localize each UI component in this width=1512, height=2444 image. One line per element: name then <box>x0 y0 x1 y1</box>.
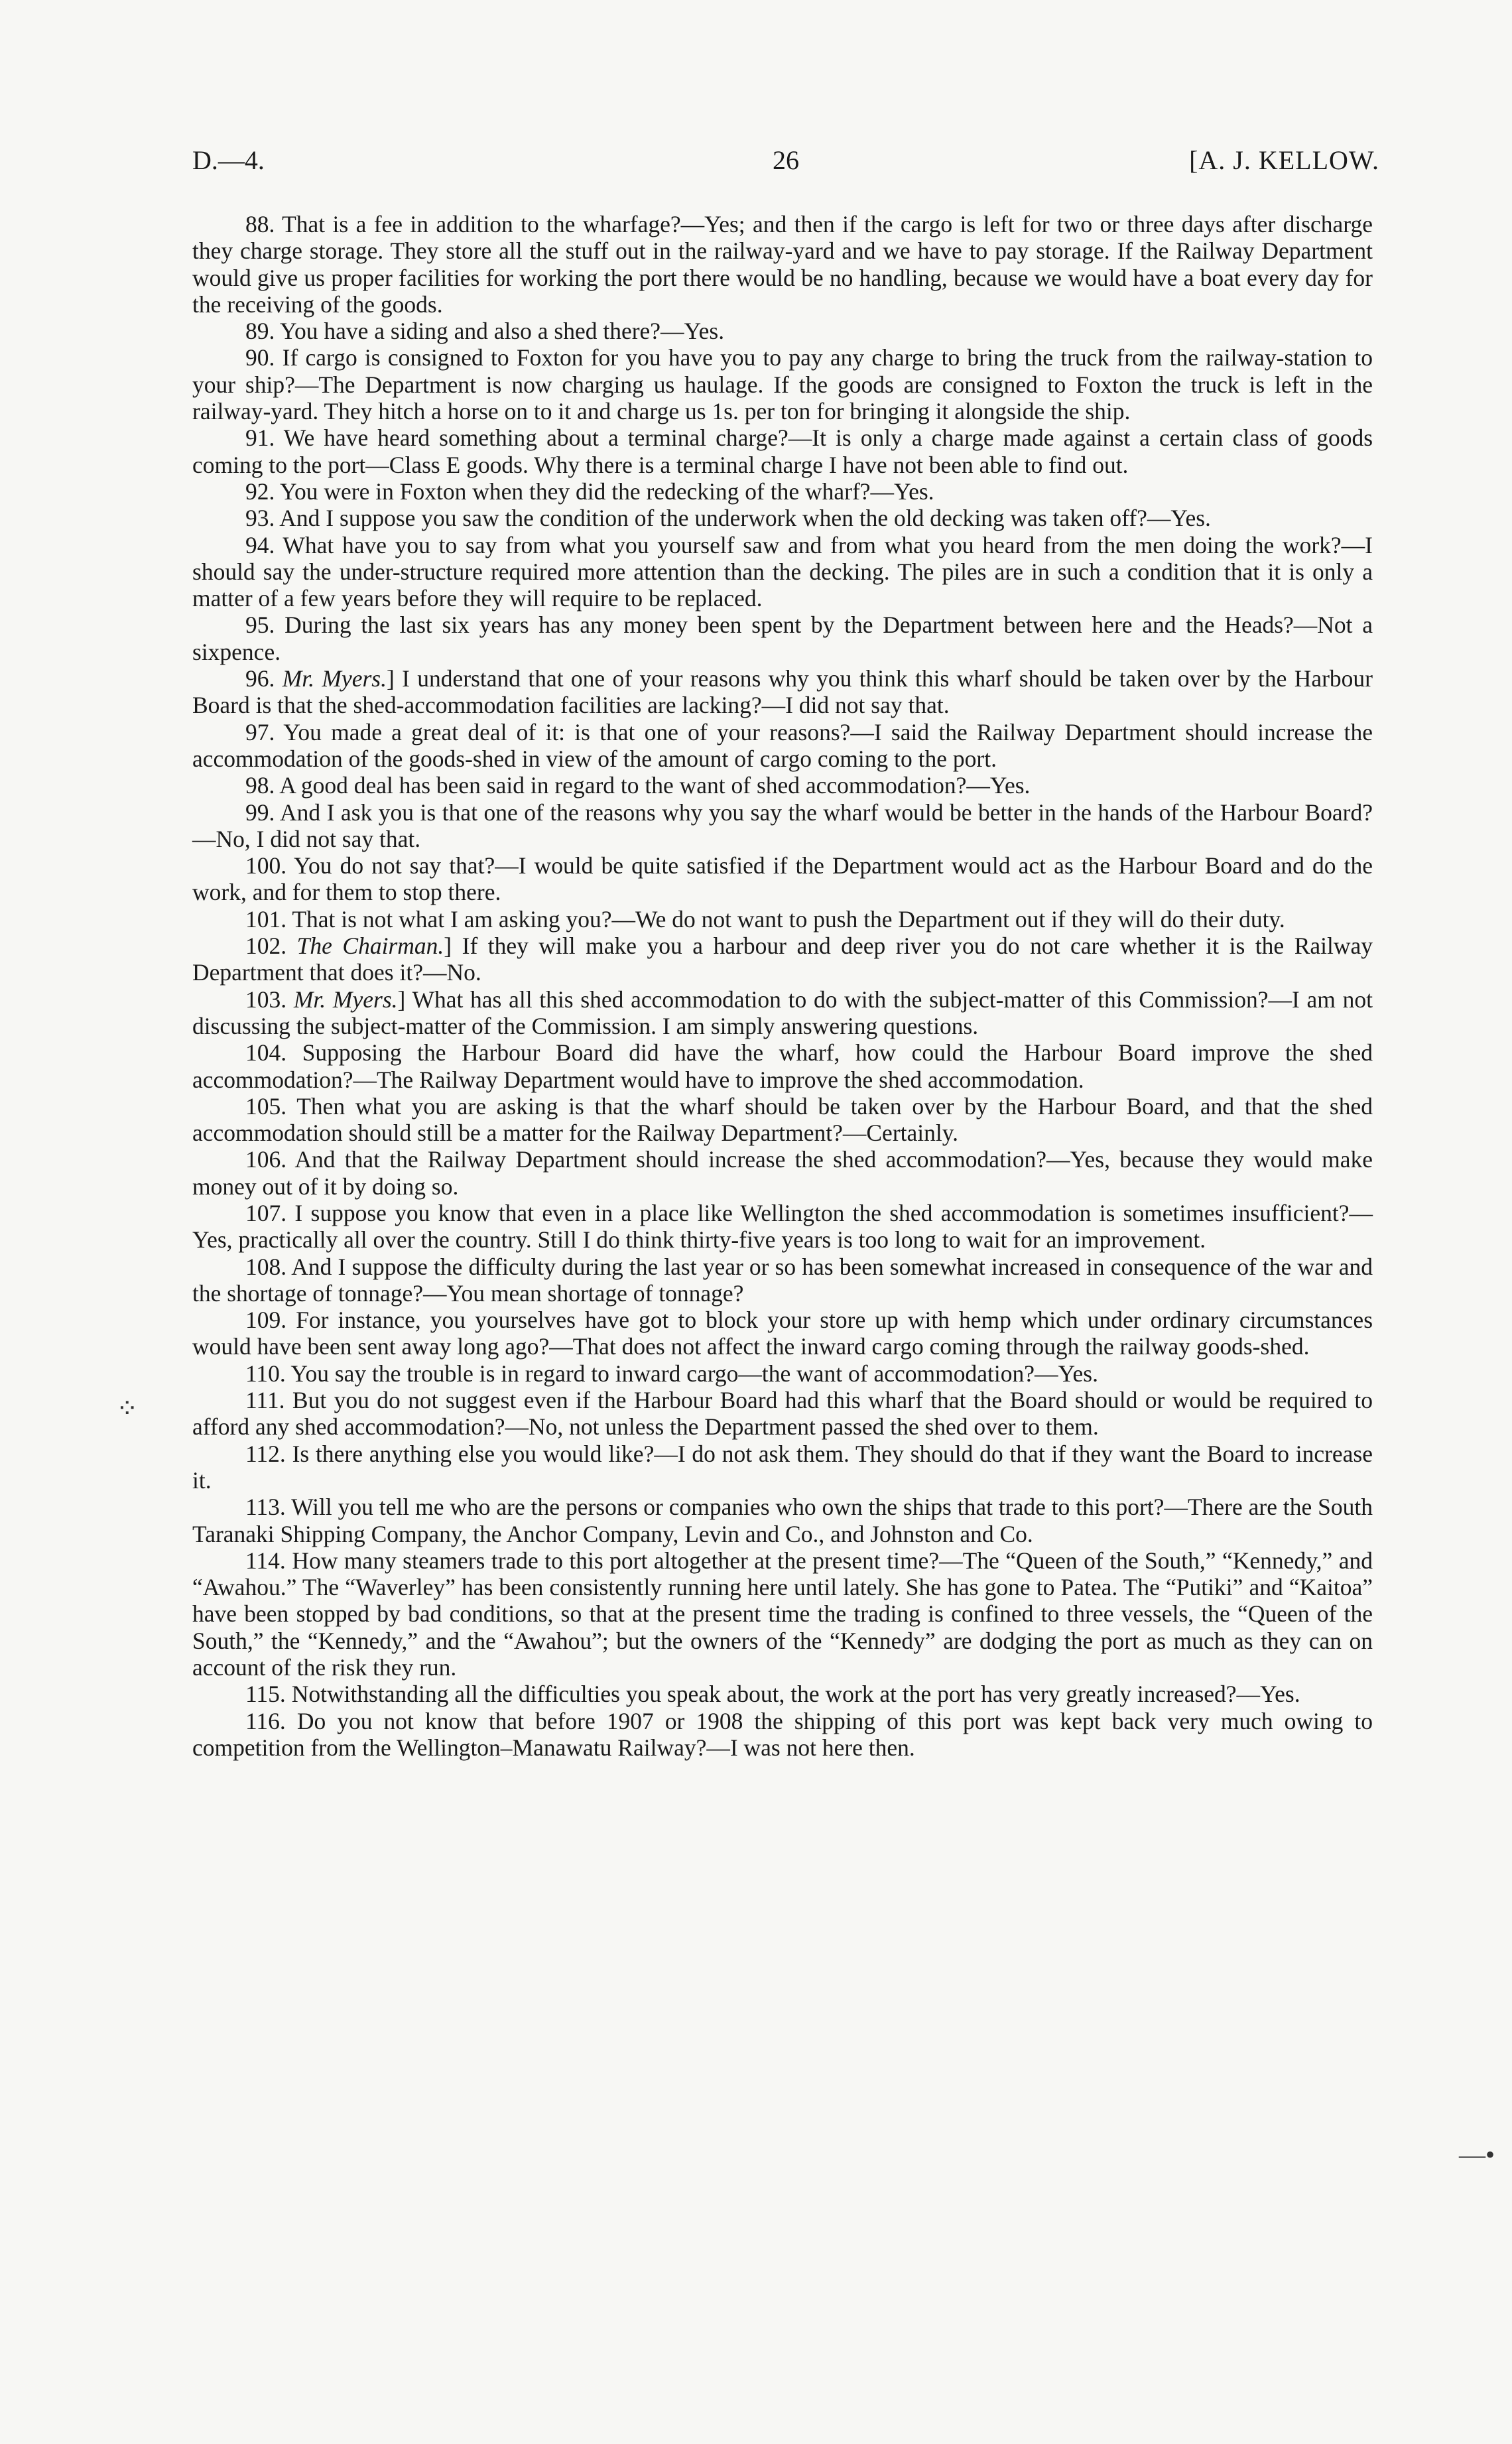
question-text: And I suppose the difficulty during the last year or so has been somewhat increased in consequence of the war and the shortage of tonnage?—You mean shortage of tonnage? <box>192 1253 1373 1307</box>
question-paragraph <box>192 318 1373 344</box>
page-number: 26 <box>773 145 799 175</box>
question-paragraph <box>192 1039 1373 1093</box>
question-paragraph <box>192 1708 1373 1762</box>
question-paragraph <box>192 211 1373 318</box>
question-text: That is a fee in addition to the wharfage?—Yes; and then if the cargo is left for two or three days after discharge they charge storage. They store all the stuff out in the railway-yard and we have to pay storage. If the Railway Department would give us proper facilities for working the port there would be no handling, because we would have a boat every day for the receiving of the goods. <box>192 211 1373 318</box>
question-paragraph <box>192 1441 1373 1494</box>
question-paragraph: 96. Mr. Myers.] I understand that one of your reasons why you think this wharf should be taken over by the Harbour Board is that the shed-accommodation facilities are lacking?—I did not say that. <box>192 665 1373 719</box>
question-paragraph <box>192 1360 1373 1387</box>
question-number: 99. <box>245 799 275 826</box>
question-number: 100. <box>245 852 287 879</box>
question-number: 105. <box>245 1092 287 1120</box>
question-text: You made a great deal of it: is that one of your reasons?—I said the Railway Department should increase the accommodation of the goods-shed in view of the amount of cargo coming to the port. <box>192 718 1373 772</box>
question-number: 112. <box>245 1440 286 1467</box>
question-text: I understand that one of your reasons why you think this wharf should be taken over by the Harbour Board is that the shed-accommodation facilities are lacking?—I did not say that. <box>192 665 1373 719</box>
question-number: 116. <box>245 1707 286 1734</box>
question-number: 103. <box>245 986 287 1013</box>
question-number: 110. <box>245 1360 286 1387</box>
speaker-name: Mr. Myers. <box>293 986 398 1013</box>
question-paragraph <box>192 1494 1373 1547</box>
question-paragraph <box>192 1681 1373 1707</box>
question-text: Do you not know that before 1907 or 1908 the shipping of this port was kept back very much owing to competition from the Wellington–Manawatu Railway?—I was not here then. <box>192 1707 1373 1761</box>
question-text: But you do not suggest even if the Harbour Board had this wharf that the Board should or would be required to afford any shed accommodation?—No, not unless the Department passed the shed over to them. <box>192 1387 1373 1441</box>
question-text: How many steamers trade to this port altogether at the present time?—The “Queen of the South,” “Kennedy,” and “Awahou.” The “Waverley” has been consistently running here until lately. She has gone to Patea. The “Putiki” and “Kaitoa” have been stopped by bad conditions, so that at the present time the trading is confined to three vessels, the “Queen of the South,” the “Kennedy,” and the “Awahou”; but the owners of the “Kennedy” are dodging the port as much as they can on account of the risk they run. <box>192 1547 1373 1681</box>
speaker-name: The Chairman. <box>296 933 444 960</box>
question-paragraph <box>192 1307 1373 1360</box>
question-paragraph: 102. The Chairman.] If they will make you a harbour and deep river you do not care whether it is the Railway Department that does it?—No. <box>192 933 1373 986</box>
question-text: A good deal has been said in regard to the want of shed accommodation?—Yes. <box>279 772 1031 799</box>
question-number: 88. <box>245 211 275 237</box>
question-text: Will you tell me who are the persons or companies who own the ships that trade to this port?—There are the South Taranaki Shipping Company, the Anchor Company, Levin and Co., and Johnston and Co. <box>192 1494 1373 1547</box>
question-text: We have heard something about a terminal charge?—It is only a charge made against a certain class of goods coming to the port—Class E goods. Why there is a terminal charge I have not been able to find out. <box>192 424 1373 478</box>
question-number: 115. <box>245 1681 286 1708</box>
question-text: You were in Foxton when they did the redecking of the wharf?—Yes. <box>279 478 934 505</box>
question-number: 109. <box>245 1307 287 1334</box>
question-text: What have you to say from what you yourself saw and from what you heard from the men doing the work?—I should say the under-structure required more attention than the decking. The piles are in such a condition that it is only a matter of a few years before they will require to be replaced. <box>192 531 1373 612</box>
margin-mark-right: —• <box>1459 2140 1495 2169</box>
question-paragraph <box>192 1146 1373 1200</box>
question-paragraph <box>192 906 1373 933</box>
question-paragraph <box>192 799 1373 853</box>
question-number: 92. <box>245 478 275 505</box>
document-reference: D.—4. <box>192 145 265 175</box>
question-text: You have a siding and also a shed there?—Yes. <box>279 318 725 345</box>
question-text: Then what you are asking is that the wharf should be taken over by the Harbour Board, and that the shed accommodation should still be a matter for the Railway Department?—Certainly. <box>192 1092 1373 1147</box>
question-paragraph <box>192 611 1373 665</box>
speaker-name: Mr. Myers. <box>282 665 387 692</box>
question-text: That is not what I am asking you?—We do not want to push the Department out if they will do their duty. <box>292 905 1285 933</box>
question-number: 89. <box>245 318 275 345</box>
question-paragraph <box>192 505 1373 531</box>
question-text: And I suppose you saw the condition of the underwork when the old decking was taken off?—Yes. <box>279 505 1211 532</box>
question-text: You do not say that?—I would be quite satisfied if the Department would act as the Harbour Board and do the work, and for them to stop there. <box>192 852 1373 906</box>
question-number: 111. <box>245 1387 285 1414</box>
question-number: 93. <box>245 505 275 532</box>
question-number: 107. <box>245 1199 287 1226</box>
question-text: And that the Railway Department should increase the shed accommodation?—Yes, because they would make money out of it by doing so. <box>192 1146 1373 1200</box>
question-paragraph <box>192 532 1373 612</box>
question-text: Is there anything else you would like?—I do not ask them. They should do that if they want the Board to increase it. <box>192 1440 1373 1494</box>
question-text: If they will make you a harbour and deep river you do not care whether it is the Railway Department that does it?—No. <box>192 933 1373 986</box>
question-paragraph <box>192 424 1373 478</box>
question-number: 102. <box>245 933 287 960</box>
question-number: 95. <box>245 611 275 639</box>
question-text: You say the trouble is in regard to inward cargo—the want of accommodation?—Yes. <box>290 1360 1099 1387</box>
question-paragraph <box>192 344 1373 424</box>
question-text: What has all this shed accommodation to do with the subject-matter of this Commission?—I am not discussing the subject-matter of the Commission. I am simply answering questions. <box>192 986 1373 1039</box>
question-paragraph <box>192 1254 1373 1307</box>
question-paragraph <box>192 1093 1373 1147</box>
question-number: 90. <box>245 344 275 371</box>
question-paragraph <box>192 1547 1373 1681</box>
question-number: 98. <box>245 772 275 799</box>
margin-mark-left: ⁘ <box>116 1393 139 1423</box>
question-text: During the last six years has any money been spent by the Department between here and the Heads?—Not a sixpence. <box>192 611 1373 665</box>
question-number: 106. <box>245 1146 287 1173</box>
question-text: If cargo is consigned to Foxton for you have you to pay any charge to bring the truck from the railway-station to your ship?—The Department is now charging us haulage. If the goods are consigned to Foxton the truck is left in the railway-yard. They hitch a horse on to it and charge us 1s. per ton for bringing it alongside the ship. <box>192 344 1373 425</box>
witness-name: [A. J. KELLOW. <box>1189 145 1379 175</box>
question-text: Notwithstanding all the difficulties you speak about, the work at the port has very greatly increased?—Yes. <box>291 1681 1300 1708</box>
question-paragraph <box>192 719 1373 773</box>
question-number: 91. <box>245 424 275 452</box>
question-text: Supposing the Harbour Board did have the wharf, how could the Harbour Board improve the shed accommodation?—The Railway Department would have to improve the shed accommodation. <box>192 1039 1373 1093</box>
question-number: 94. <box>245 531 275 558</box>
question-paragraph: 103. Mr. Myers.] What has all this shed accommodation to do with the subject-matter of this Commission?—I am not discussing the subject-matter of the Commission. I am simply answering questions. <box>192 986 1373 1039</box>
question-paragraph <box>192 478 1373 505</box>
page-header <box>192 145 1379 184</box>
question-number: 97. <box>245 718 275 745</box>
question-number: 113. <box>245 1494 286 1521</box>
question-number: 108. <box>245 1253 287 1280</box>
question-paragraph <box>192 852 1373 906</box>
question-text: For instance, you yourselves have got to block your store up with hemp which under ordinary circumstances would have been sent away long ago?—That does not affect the inward cargo coming through the railway goods-shed. <box>192 1307 1373 1360</box>
question-number: 101. <box>245 905 287 933</box>
testimony-body <box>192 211 1373 1761</box>
question-text: And I ask you is that one of the reasons why you say the wharf would be better in the hands of the Harbour Board?—No, I did not say that. <box>192 799 1373 852</box>
question-text: I suppose you know that even in a place like Wellington the shed accommodation is sometimes insufficient?—Yes, practically all over the country. Still I do think thirty-five years is too long to wait for an improvement. <box>192 1199 1373 1254</box>
question-number: 114. <box>245 1547 286 1574</box>
question-number: 104. <box>245 1039 287 1066</box>
question-paragraph <box>192 1387 1373 1441</box>
question-paragraph <box>192 772 1373 799</box>
question-paragraph <box>192 1200 1373 1254</box>
question-number: 96. <box>245 665 275 692</box>
